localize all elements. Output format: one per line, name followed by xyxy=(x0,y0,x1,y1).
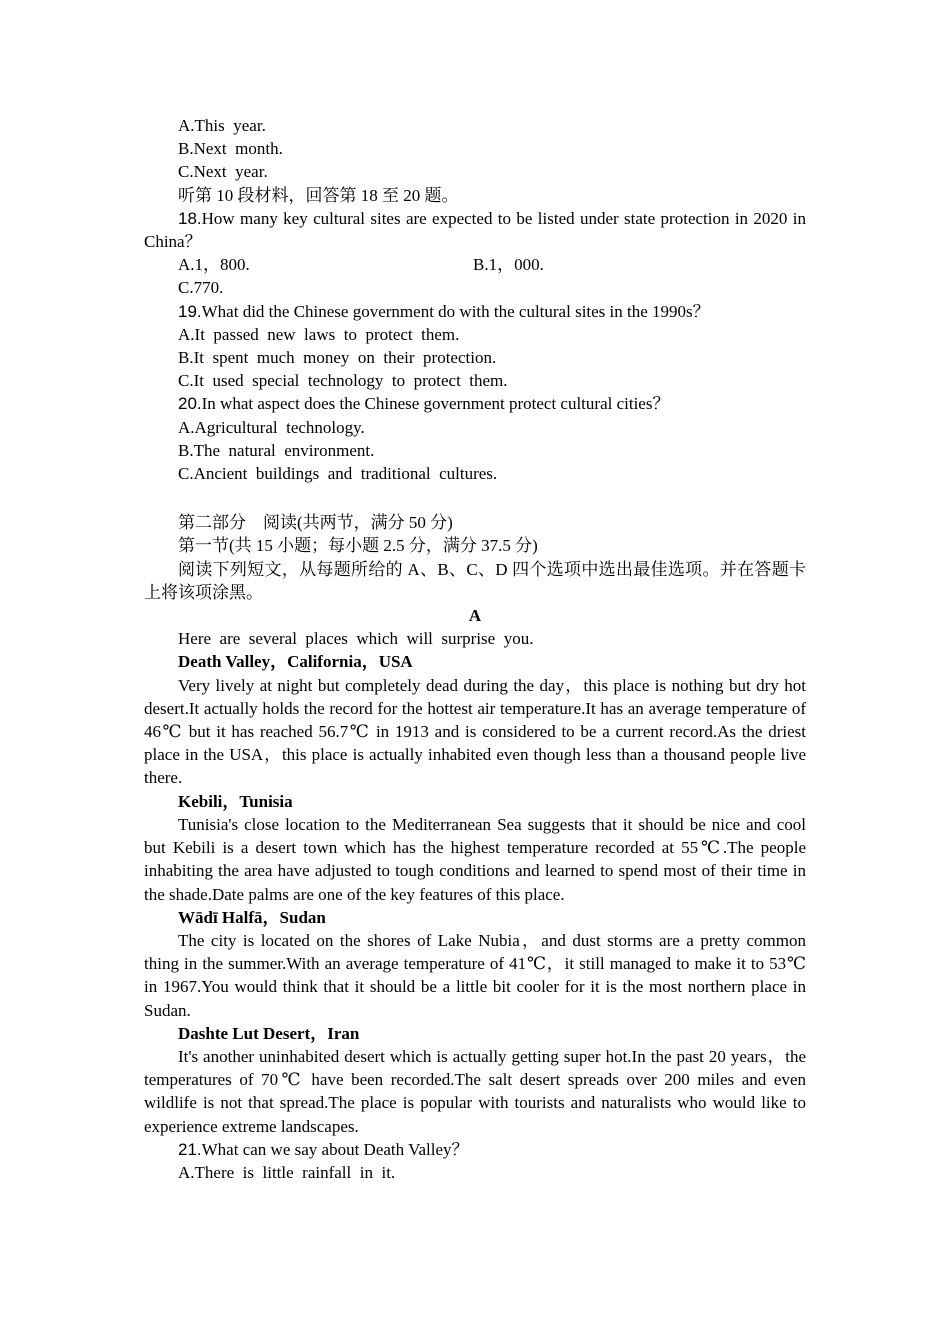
q19-option-b: B.It spent much money on their protection. xyxy=(178,348,497,368)
question-19 xyxy=(144,300,806,323)
place-heading-death-valley: Death Valley，California，USA xyxy=(178,652,413,672)
q19-option-a: A.It passed new laws to protect them. xyxy=(178,324,460,344)
question-20-text: In what aspect does the Chinese government protect cultural cities？ xyxy=(201,394,670,414)
section1-heading xyxy=(144,534,806,557)
question-18-text: How many key cultural sites are expected to be listed under state protection in 2020 in China？ xyxy=(144,208,806,252)
passage-intro: Here are several places which will surprise you. xyxy=(178,629,534,649)
part2-title-note: (共两节，满分 50 分) xyxy=(297,513,453,533)
place-text-wadi-halfa: The city is located on the shores of Lake Nubia，and dust storms are a pretty common thing in the summer.With an average temperature of 41℃，it still managed to make it to 53℃ in 1967.You would think that it should be a little bit cooler for it is the most northern place in Sudan. xyxy=(144,930,806,1020)
q18-option-b: B.1，000. xyxy=(473,255,544,275)
q21-option-a: A.There is little rainfall in it. xyxy=(178,1162,396,1182)
question-21 xyxy=(144,1138,806,1161)
passage-label: A xyxy=(468,606,482,626)
q20-option-a: A.Agricultural technology. xyxy=(178,417,365,437)
question-18 xyxy=(144,207,806,253)
place-text-dashte-lut: It's another uninhabited desert which is actually getting super hot.In the past 20 years，the temperatures of 70℃ have been recorded.The salt desert spreads over 200 miles and even wildlife is not that spread.The place is popular with tourists and naturalists who would like to experience extreme landscapes. xyxy=(144,1046,806,1136)
question-20 xyxy=(144,392,806,415)
section1-title: 第一节 xyxy=(178,536,229,556)
place-text-death-valley: Very lively at night but completely dead during the day，this place is nothing but dry hot desert.It actually holds the record for the hottest air temperature.It has an average temperature of 46℃ but it has reached 56.7℃ in 1913 and is considered to be a current record.As the driest place in the USA，this place is actually inhabited even though less than a thousand people live there. xyxy=(144,675,806,788)
question-18-number: 18. xyxy=(178,208,202,228)
place-text-kebili: Tunisia's close location to the Mediterranean Sea suggests that it should be nice and cool but Kebili is a desert town which has the highest temperature recorded at 55℃.The people inhabiting the area have adjusted to tough conditions and learned to spend most of their time in the shade.Date palms are one of the key features of this place. xyxy=(144,814,806,904)
q18-option-a: A.1，800. xyxy=(178,255,250,275)
question-21-text: What can we say about Death Valley？ xyxy=(201,1139,469,1159)
place-heading-kebili: Kebili，Tunisia xyxy=(178,791,293,811)
q20-option-b: B.The natural environment. xyxy=(178,440,375,460)
section1-note: (共 15 小题；每小题 2.5 分，满分 37.5 分) xyxy=(229,536,538,556)
q17-option-a: A.This year. xyxy=(178,116,266,135)
section-gap xyxy=(144,485,806,511)
question-21-number: 21. xyxy=(178,1139,202,1159)
q17-option-b: B.Next month. xyxy=(178,139,283,159)
question-18-options-row xyxy=(144,253,806,276)
q17-option-c: C.Next year. xyxy=(178,162,268,182)
q19-option-c: C.It used special technology to protect them. xyxy=(178,371,508,391)
q20-option-c: C.Ancient buildings and traditional cultures. xyxy=(178,464,498,484)
page-content xyxy=(144,114,806,1184)
question-20-number: 20. xyxy=(178,394,202,414)
listening-instruction: 听第 10 段材料，回答第 18 至 20 题。 xyxy=(178,185,459,205)
part2-title: 第二部分 阅读 xyxy=(178,513,297,533)
place-heading-wadi-halfa: Wādī Halfā，Sudan xyxy=(178,907,326,927)
reading-instruction: 阅读下列短文，从每题所给的 A、B、C、D 四个选项中选出最佳选项。并在答题卡上将该项涂黑。 xyxy=(144,559,806,602)
question-19-text: What did the Chinese government do with the cultural sites in the 1990s？ xyxy=(201,301,710,321)
part2-heading xyxy=(144,511,806,534)
q18-option-c: C.770. xyxy=(178,278,224,298)
place-heading-dashte-lut: Dashte Lut Desert，Iran xyxy=(178,1023,360,1043)
question-19-number: 19. xyxy=(178,301,202,321)
